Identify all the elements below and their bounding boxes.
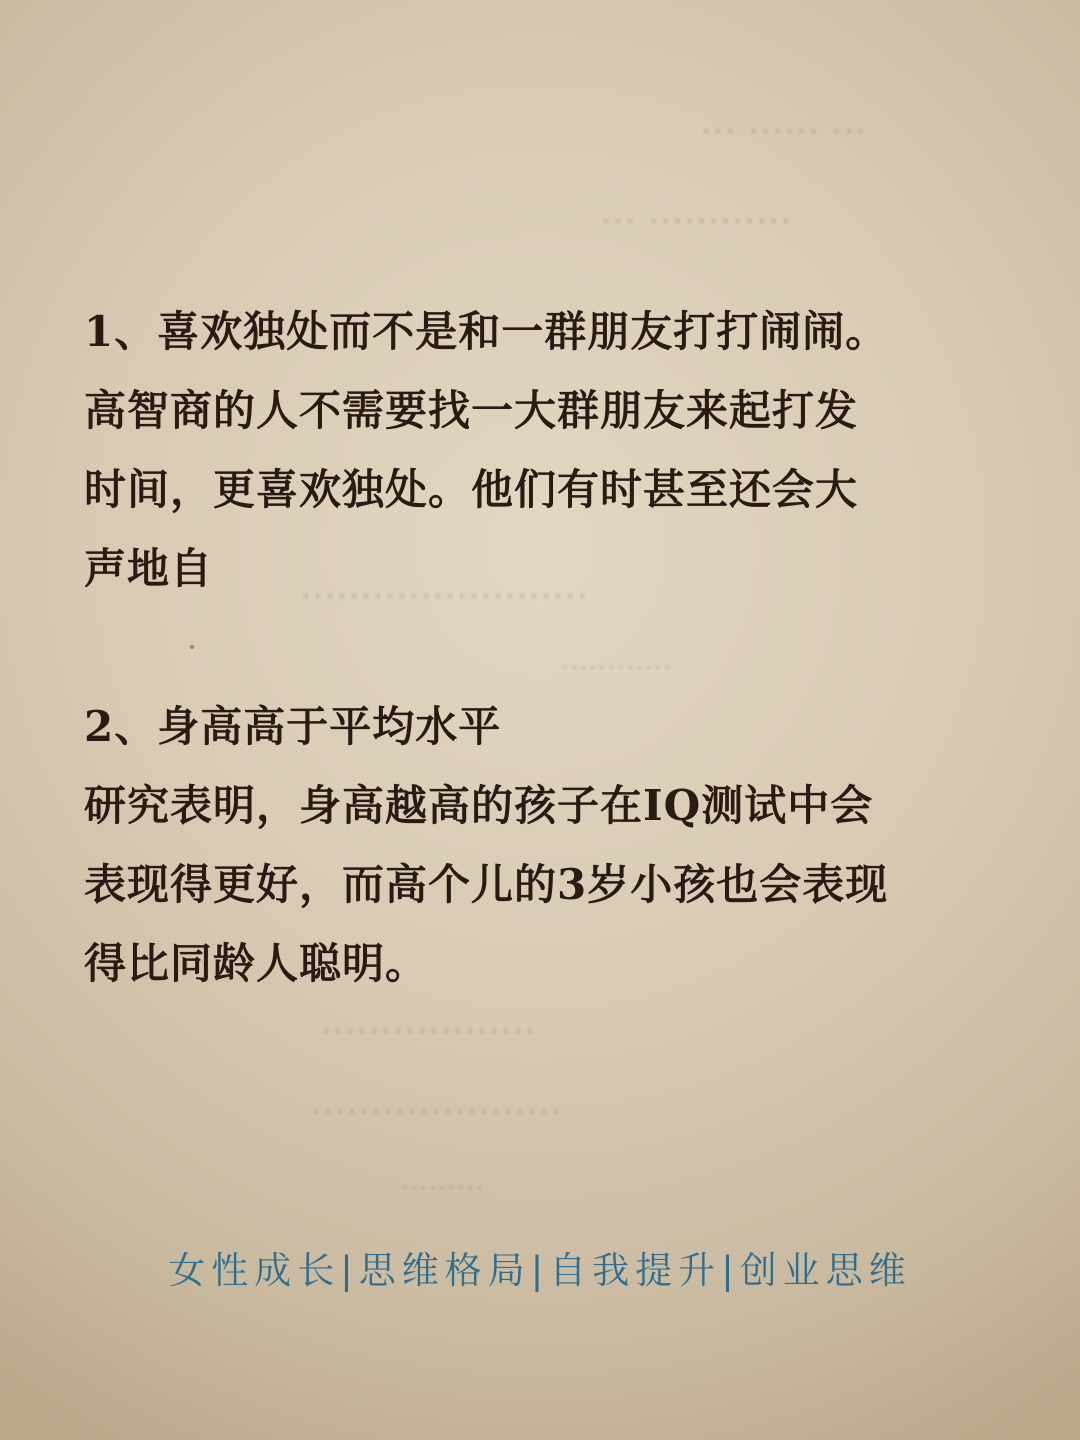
bleed-through-decoration: ⋯⋯⋯⋯⋯⋯⋯⋯ (300, 575, 588, 616)
bleed-through-decoration: ⋯⋯⋯⋯ ⋯ (600, 200, 792, 241)
point-2-body-line: 得比同龄人聪明。 (84, 939, 429, 988)
bleed-through-decoration: ⋯⋯⋯ (400, 1170, 484, 1203)
point-1-body-line: 时间，更喜欢独处。他们有时甚至还会大 (84, 465, 859, 514)
bleed-through-decoration: ⋯ ⋯⋯ ⋯ (700, 110, 867, 151)
point-1-body-line: 声地自 (84, 544, 214, 593)
point-1-heading: 1、喜欢独处而不是和一群朋友打打闹闹。 (84, 307, 889, 356)
point-2-heading: 2、身高高于平均水平 (84, 702, 502, 751)
point-1-section (84, 292, 1024, 608)
bleed-through-decoration: ⋯⋯⋯⋯⋯⋯⋯ (310, 1090, 562, 1131)
point-2-section (84, 687, 1024, 1003)
footer-tags: 女性成长|思维格局|自我提升|创业思维 (168, 1249, 912, 1292)
bleed-through-decoration: ⋯⋯⋯⋯ (560, 650, 672, 683)
point-2-body-line: 表现得更好，而高个儿的3岁小孩也会表现 (84, 860, 889, 909)
point-1-body-line: 高智商的人不需要找一大群朋友来起打发 (84, 386, 859, 435)
bleed-through-decoration: ⋯⋯⋯⋯⋯⋯ (320, 1010, 536, 1051)
paper-speck (190, 645, 194, 649)
point-2-body-line: 研究表明，身高越高的孩子在IQ测试中会 (84, 781, 874, 830)
